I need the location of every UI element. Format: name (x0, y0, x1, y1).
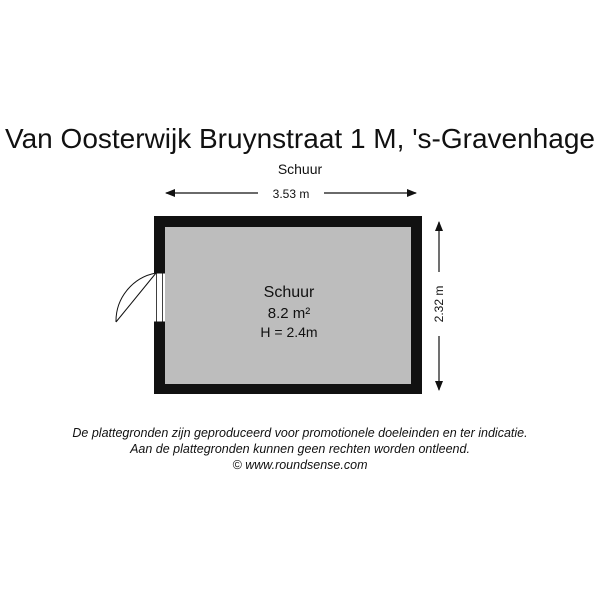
room-name: Schuur (263, 284, 315, 301)
page-title: Van Oosterwijk Bruynstraat 1 M, 's-Gravenhage (5, 123, 595, 154)
width-dimension (166, 184, 416, 202)
room-area: 8.2 m² (267, 305, 311, 322)
disclaimer-line-2: Aan de plattegronden kunnen geen rechten worden ontleend. (130, 442, 470, 456)
height-dimension-label: 2.32 m (432, 285, 446, 323)
disclaimer-line-1: De plattegronden zijn geproduceerd voor promotionele doeleinden en ter indicatie. (72, 426, 528, 440)
width-dimension-label: 3.53 m (272, 187, 310, 201)
copyright-line: © www.roundsense.com (232, 458, 368, 472)
height-dimension (430, 222, 448, 390)
page-subtitle: Schuur (277, 161, 323, 177)
disclaimer (0, 425, 600, 473)
door-opening (154, 273, 165, 322)
room-height: H = 2.4m (260, 324, 318, 340)
